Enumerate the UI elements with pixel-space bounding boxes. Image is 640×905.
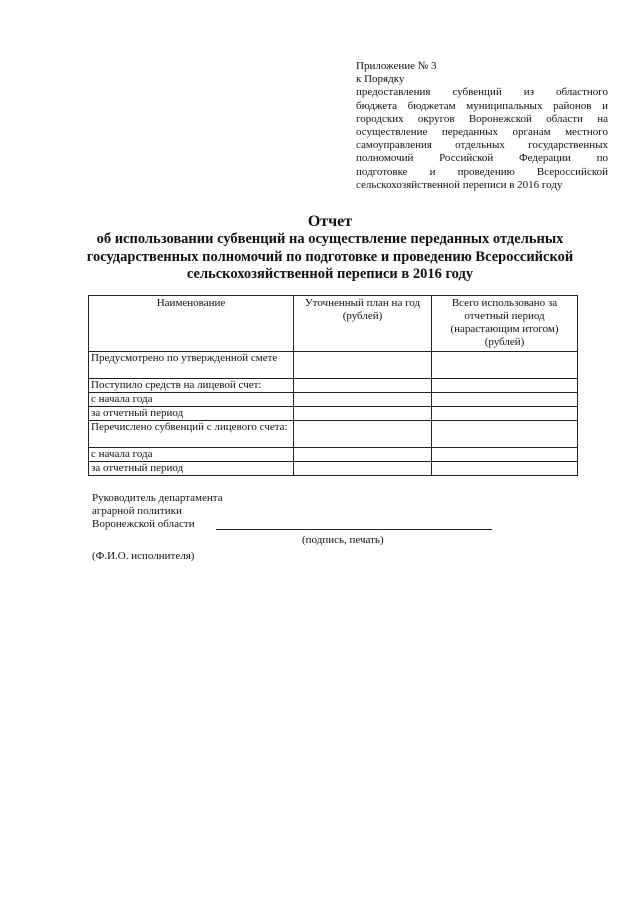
row-plan-cell[interactable]	[294, 421, 432, 448]
row-label: Перечислено субвенций с лицевого счета:	[89, 421, 294, 448]
table-row	[89, 407, 578, 421]
table-row	[89, 448, 578, 462]
signature-block	[92, 492, 512, 562]
row-label: с начала года	[89, 448, 294, 462]
report-title	[80, 212, 580, 284]
row-used-cell[interactable]	[432, 352, 578, 379]
row-plan-cell[interactable]	[294, 393, 432, 407]
row-plan-cell[interactable]	[294, 407, 432, 421]
report-table	[88, 295, 578, 476]
row-used-cell[interactable]	[432, 462, 578, 476]
signatory-title-line: Воронежской области	[92, 518, 195, 531]
row-used-cell[interactable]	[432, 448, 578, 462]
executor-name-label: (Ф.И.О. исполнителя)	[92, 550, 195, 562]
row-used-cell[interactable]	[432, 393, 578, 407]
row-label: с начала года	[89, 393, 294, 407]
table-row	[89, 393, 578, 407]
row-used-cell[interactable]	[432, 407, 578, 421]
header-name: Наименование	[89, 296, 294, 352]
appendix-body-last-line: сельскохозяйственной переписи в 2016 году	[356, 178, 563, 191]
signature-caption: (подпись, печать)	[302, 534, 384, 546]
signatory-title-line: Руководитель департамента	[92, 492, 223, 504]
row-label: за отчетный период	[89, 407, 294, 421]
row-label: за отчетный период	[89, 462, 294, 476]
report-title-line: об использовании субвенций на осуществление переданных отдельных	[96, 231, 564, 247]
row-label: Предусмотрено по утвержденной смете	[89, 352, 294, 379]
table-row	[89, 421, 578, 448]
row-label: Поступило средств на лицевой счет:	[89, 379, 294, 393]
header-used: Всего использовано за отчетный период (нарастающим итогом) (рублей)	[432, 296, 578, 352]
row-plan-cell[interactable]	[294, 462, 432, 476]
report-title-line: сельскохозяйственной переписи в 2016 году	[186, 266, 474, 282]
report-title-heading: Отчет	[307, 213, 353, 230]
row-used-cell[interactable]	[432, 379, 578, 393]
table-row	[89, 352, 578, 379]
signatory-title-line: аграрной политики	[92, 505, 182, 518]
table-row	[89, 462, 578, 476]
header-plan: Уточненный план на год (рублей)	[294, 296, 432, 352]
appendix-body-line: подготовке и проведению Всероссийской	[356, 165, 608, 178]
row-plan-cell[interactable]	[294, 352, 432, 379]
appendix-body-line: предоставления субвенций из областного	[356, 86, 608, 99]
table-row	[89, 379, 578, 393]
table-header-row	[89, 296, 578, 352]
report-title-line: государственных полномочий по подготовке и проведению Всероссийской	[86, 248, 574, 265]
row-plan-cell[interactable]	[294, 379, 432, 393]
appendix-body-line: бюджета бюджетам муниципальных районов и	[356, 99, 608, 112]
appendix-reference: к Порядку	[356, 73, 405, 86]
appendix-body-line: осуществление переданных органам местного	[356, 126, 608, 139]
appendix-block	[356, 60, 608, 192]
row-used-cell[interactable]	[432, 421, 578, 448]
appendix-body-line: самоуправления отдельных государственных	[356, 139, 608, 152]
signature-line[interactable]	[216, 529, 492, 530]
appendix-number: Приложение № 3	[356, 60, 437, 72]
appendix-body-line: полномочий Российской Федерации по	[356, 152, 608, 165]
row-plan-cell[interactable]	[294, 448, 432, 462]
appendix-body-line: городских округов Воронежской области на	[356, 112, 608, 125]
